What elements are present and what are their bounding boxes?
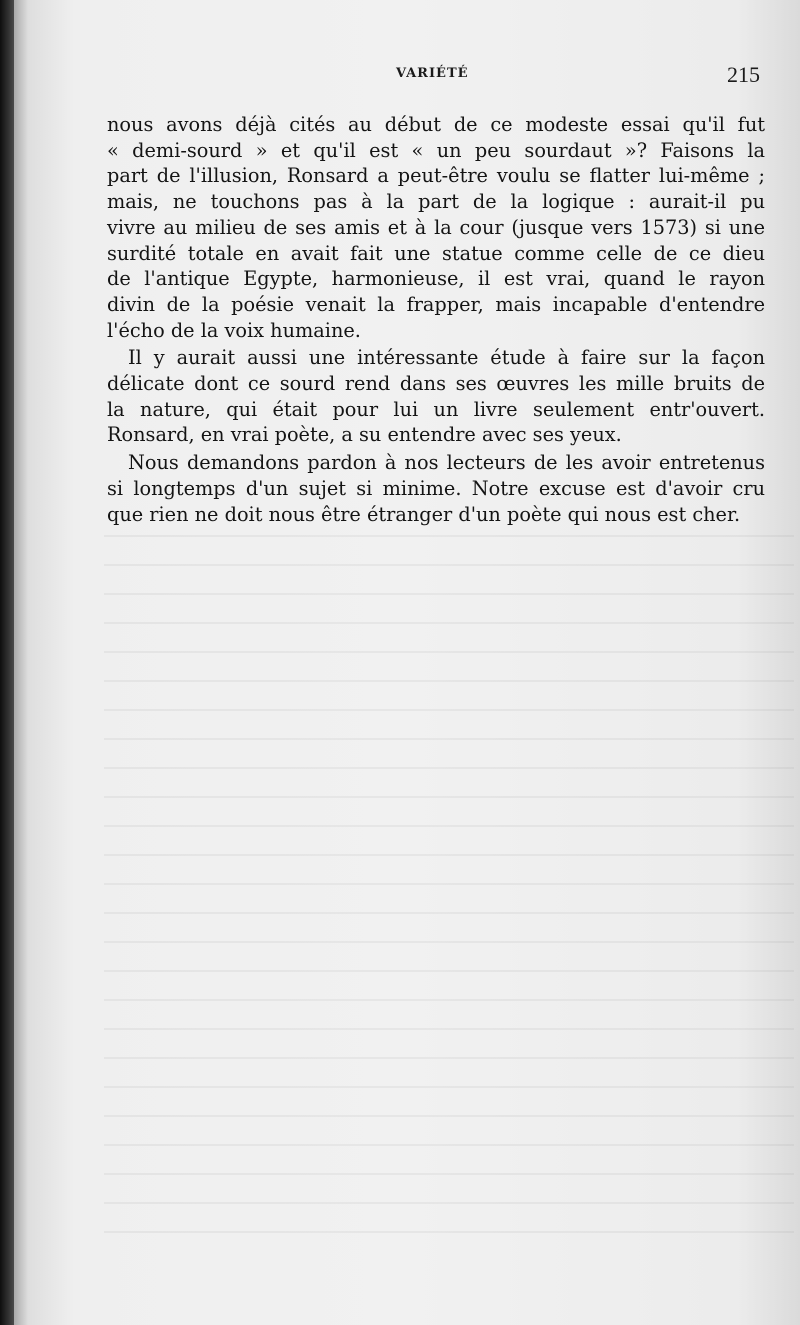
text-line: si longtemps d'un sujet si minime. Notre excuse est d'avoir cru	[107, 476, 765, 500]
text-line: l'écho de la voix humaine.	[107, 318, 361, 342]
show-through-texture	[104, 535, 794, 1235]
text-line: Il y aurait aussi une intéressante étude à faire sur la façon	[128, 346, 765, 370]
book-page	[14, 0, 800, 1325]
text-line: que rien ne doit nous être étranger d'un poète qui nous est cher.	[107, 502, 741, 526]
body-text	[107, 112, 765, 527]
text-line: « demi-sourd » et qu'il est « un peu sourdaut »? Faisons la	[107, 138, 765, 162]
text-line: délicate dont ce sourd rend dans ses œuvres les mille bruits de	[107, 372, 765, 396]
scan-binding-edge	[0, 0, 14, 1325]
text-line: mais, ne touchons pas à la part de la logique : aurait-il pu	[107, 190, 765, 214]
text-line: de l'antique Egypte, harmonieuse, il est vrai, quand le rayon	[107, 267, 765, 291]
text-line: part de l'illusion, Ronsard a peut-être voulu se flatter lui-même ;	[107, 164, 765, 188]
text-line: nous avons déjà cités au début de ce modeste essai qu'il fut	[107, 113, 765, 136]
text-line: Ronsard, en vrai poète, a su entendre avec ses yeux.	[107, 423, 622, 447]
text-line: la nature, qui était pour lui un livre seulement entr'ouvert.	[107, 397, 765, 421]
running-head: VARIÉTÉ	[396, 66, 469, 81]
page-number: 215	[727, 62, 760, 87]
text-line: divin de la poésie venait la frapper, mais incapable d'entendre	[107, 292, 765, 316]
text-line: Nous demandons pardon à nos lecteurs de les avoir entretenus	[128, 451, 765, 475]
text-line: surdité totale en avait fait une statue comme celle de ce dieu	[107, 241, 765, 265]
text-line: vivre au milieu de ses amis et à la cour (jusque vers 1573) si une	[107, 215, 765, 239]
